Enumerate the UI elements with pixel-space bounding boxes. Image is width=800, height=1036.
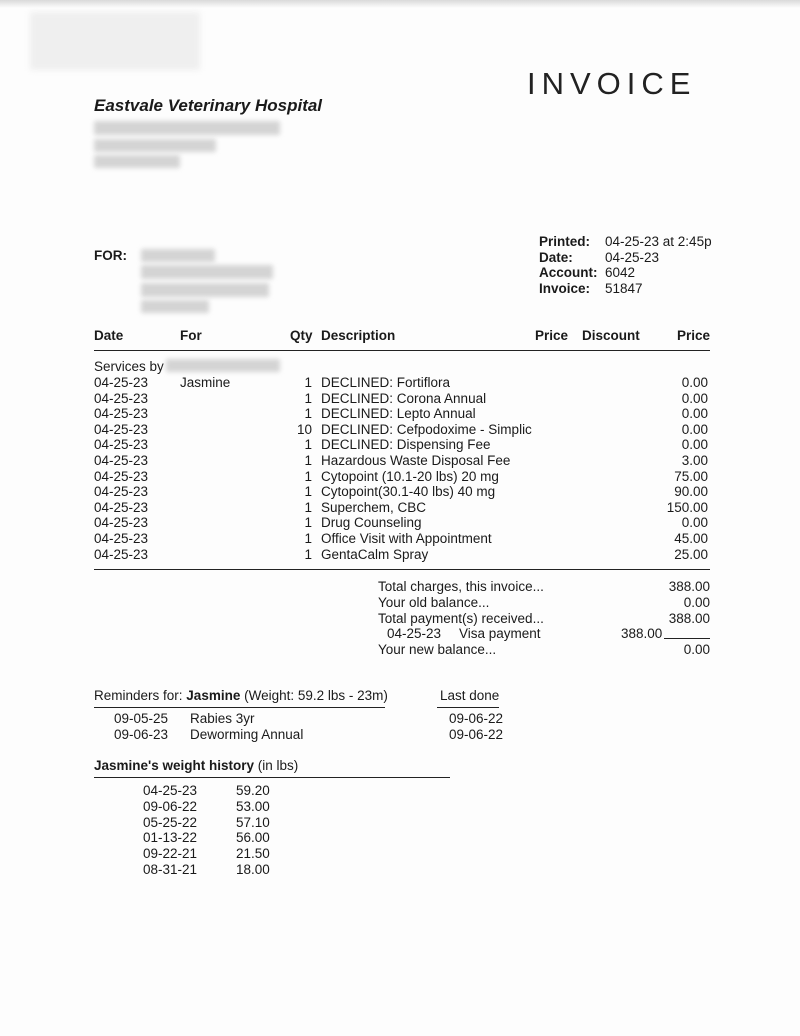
row-date: 04-25-23: [94, 406, 149, 422]
weight-date: 05-25-22: [143, 815, 198, 830]
table-row: [94, 453, 710, 469]
weight-date: 04-25-23: [143, 783, 198, 798]
row-price: 0.00: [681, 406, 708, 422]
redacted-provider-name: [166, 359, 280, 372]
table-row: [94, 375, 710, 391]
weight-history-title: Jasmine's weight history: [94, 758, 255, 773]
row-qty: 1: [304, 499, 312, 515]
row-description: Cytopoint(30.1-40 lbs) 40 mg: [321, 484, 496, 500]
row-qty: 1: [304, 406, 312, 422]
weight-value: 59.20: [236, 783, 270, 798]
old-balance-value: 0.00: [683, 595, 710, 610]
payment-amount: 388.00: [621, 626, 663, 641]
weight-date: 09-22-21: [143, 846, 198, 861]
row-description: Drug Counseling: [321, 515, 422, 531]
redacted-client-street: [141, 265, 273, 279]
table-row: [94, 469, 710, 485]
weight-date: 01-13-22: [143, 830, 198, 845]
redacted-address-line-2: [94, 139, 216, 152]
row-date: 04-25-23: [94, 437, 149, 453]
row-qty: 10: [296, 421, 312, 437]
row-description: GentaCalm Spray: [321, 546, 429, 562]
invoice-title: INVOICE: [527, 66, 697, 101]
row-description: Hazardous Waste Disposal Fee: [321, 453, 511, 468]
row-description: DECLINED: Cefpodoxime - Simplic: [321, 421, 532, 437]
row-price: 3.00: [681, 453, 708, 468]
last-done-label: Last done: [440, 688, 500, 703]
col-header-total-price: Price: [677, 328, 711, 343]
weight-value: 18.00: [236, 862, 270, 877]
header-rule: [94, 350, 710, 351]
last-done-rule: [437, 707, 499, 708]
table-row: [94, 547, 710, 563]
reminders-prefix: Reminders for:: [94, 688, 183, 703]
reminder-due-date: 09-05-25: [114, 711, 169, 726]
row-price: 25.00: [674, 546, 708, 562]
row-qty: 1: [304, 375, 312, 390]
new-balance-label: Your new balance...: [378, 642, 497, 657]
weight-value: 21.50: [236, 846, 270, 861]
weight-value: 57.10: [236, 815, 270, 830]
row-description: DECLINED: Fortiflora: [321, 375, 451, 390]
hospital-name: Eastvale Veterinary Hospital: [94, 96, 323, 115]
row-date: 04-25-23: [94, 484, 149, 500]
col-header-qty: Qty: [290, 328, 313, 343]
col-header-for: For: [180, 328, 202, 343]
new-balance-value: 0.00: [683, 642, 710, 657]
row-price: 0.00: [681, 437, 708, 453]
weight-value: 53.00: [236, 799, 270, 814]
table-row: [94, 531, 710, 547]
redacted-client-city: [141, 283, 269, 297]
table-row: [94, 437, 710, 453]
payment-underline: [664, 638, 710, 639]
redacted-address-line-1: [94, 121, 280, 135]
row-description: DECLINED: Corona Annual: [321, 390, 487, 406]
redacted-address-line-3: [94, 155, 180, 168]
row-date: 04-25-23: [94, 375, 149, 390]
row-qty: 1: [304, 453, 312, 468]
row-qty: 1: [304, 437, 312, 453]
table-row: [94, 422, 710, 438]
row-qty: 1: [304, 390, 312, 406]
date-value: 04-25-23: [605, 250, 660, 265]
weight-history-unit: (in lbs): [257, 758, 299, 773]
account-label: Account:: [539, 265, 598, 280]
reminder-due-date: 09-06-23: [114, 727, 169, 742]
old-balance-label: Your old balance...: [378, 595, 490, 610]
col-header-price: Price: [535, 328, 569, 343]
total-charges-label: Total charges, this invoice...: [378, 579, 544, 594]
account-value: 6042: [605, 265, 636, 280]
row-date: 04-25-23: [94, 390, 149, 406]
col-header-description: Description: [321, 328, 396, 343]
row-date: 04-25-23: [94, 453, 149, 468]
row-price: 0.00: [681, 515, 708, 531]
row-price: 90.00: [674, 484, 708, 500]
row-date: 04-25-23: [94, 515, 149, 531]
row-description: Office Visit with Appointment: [321, 531, 492, 546]
row-description: Superchem, CBC: [321, 499, 427, 515]
row-qty: 1: [304, 515, 312, 531]
row-description: DECLINED: Dispensing Fee: [321, 437, 491, 453]
reminder-name: Rabies 3yr: [190, 711, 255, 726]
weight-date: 08-31-21: [143, 862, 198, 877]
table-row: [94, 515, 710, 531]
row-price: 45.00: [674, 531, 708, 546]
payment-date: 04-25-23: [387, 626, 442, 641]
row-price: 75.00: [674, 468, 708, 484]
faint-stamp-impression: [30, 12, 200, 70]
table-row: [94, 391, 710, 407]
row-date: 04-25-23: [94, 499, 149, 515]
table-row: [94, 500, 710, 516]
row-date: 04-25-23: [94, 468, 149, 484]
invoice-number-label: Invoice:: [539, 281, 591, 296]
scan-edge-shadow: [0, 0, 800, 8]
weight-value: 56.00: [236, 830, 270, 845]
row-qty: 1: [304, 468, 312, 484]
invoice-number-value: 51847: [605, 281, 643, 296]
reminders-weight-info: (Weight: 59.2 lbs - 23m): [244, 688, 388, 703]
weight-history-rule: [94, 777, 450, 778]
row-date: 04-25-23: [94, 546, 149, 562]
payments-value: 388.00: [668, 611, 710, 626]
printed-value: 04-25-23 at 2:45p: [605, 234, 712, 249]
row-date: 04-25-23: [94, 421, 149, 437]
redacted-client-name: [141, 249, 215, 262]
row-description: DECLINED: Lepto Annual: [321, 406, 476, 422]
printed-label: Printed:: [539, 234, 591, 249]
payments-label: Total payment(s) received...: [378, 611, 544, 626]
payment-method: Visa payment: [459, 626, 541, 641]
col-header-discount: Discount: [582, 328, 640, 343]
reminders-heading: [94, 688, 388, 703]
row-price: 150.00: [666, 499, 708, 515]
row-qty: 1: [304, 546, 312, 562]
table-row: [94, 406, 710, 422]
row-price: 0.00: [681, 390, 708, 406]
redacted-client-zip: [141, 300, 209, 313]
reminders-rule: [94, 707, 385, 708]
row-price: 0.00: [681, 421, 708, 437]
col-header-date: Date: [94, 328, 124, 343]
row-price: 0.00: [681, 375, 708, 390]
reminders-pet-name: Jasmine: [186, 688, 241, 703]
row-qty: 1: [304, 531, 312, 546]
weight-date: 09-06-22: [143, 799, 198, 814]
date-label: Date:: [539, 250, 573, 265]
total-charges-value: 388.00: [668, 579, 710, 594]
row-qty: 1: [304, 484, 312, 500]
for-label: FOR:: [94, 248, 127, 263]
table-row: [94, 484, 710, 500]
services-by-label: Services by: [94, 359, 164, 374]
row-date: 04-25-23: [94, 531, 149, 546]
row-description: Cytopoint (10.1-20 lbs) 20 mg: [321, 468, 499, 484]
reminder-last-done: 09-06-22: [449, 727, 504, 742]
weight-history-heading: [94, 758, 298, 773]
reminder-last-done: 09-06-22: [449, 711, 504, 726]
row-patient: Jasmine: [180, 375, 231, 390]
reminder-name: Deworming Annual: [190, 727, 304, 742]
items-end-rule: [94, 569, 710, 570]
